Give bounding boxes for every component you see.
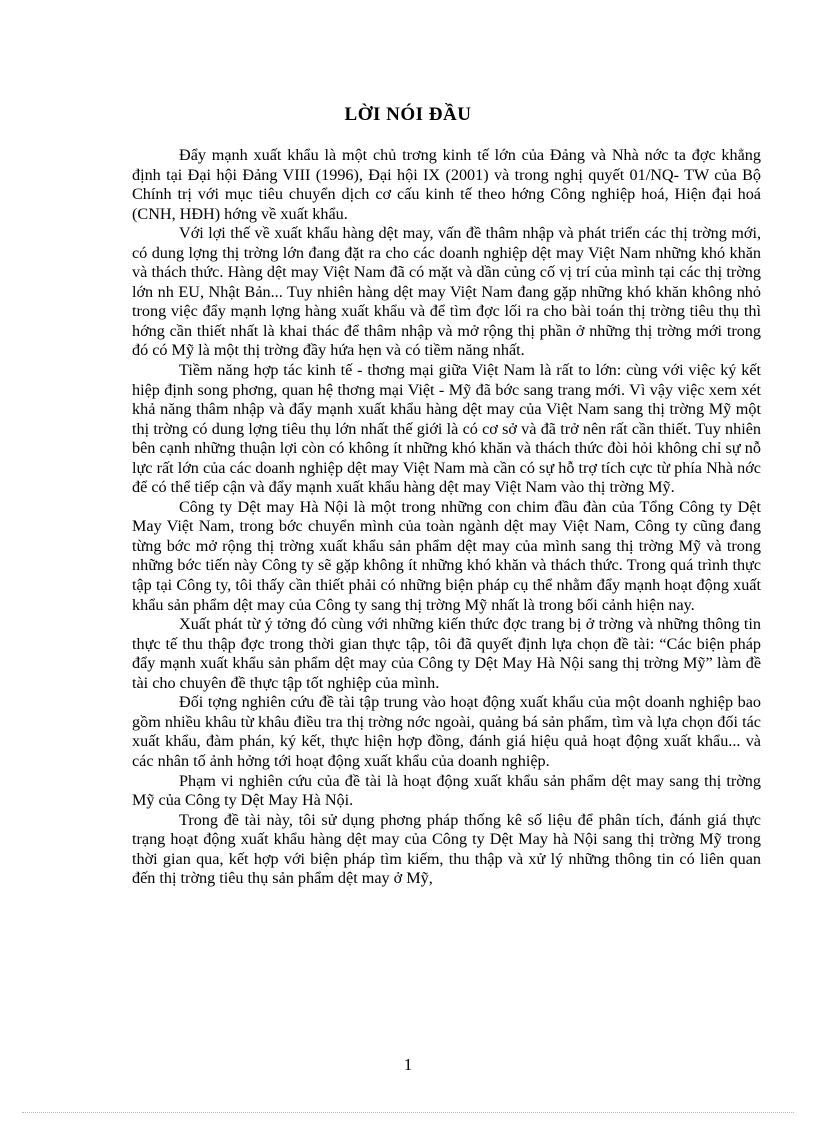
document-body — [132, 146, 761, 889]
paragraph-1: Đẩy mạnh xuất khẩu là một chủ trơng kinh tế lớn của Đảng và Nhà nớc ta đợc khẳng định tại Đại hội Đảng VIII (1996), Đại hội IX (2001) và trong nghị quyết 01/NQ- TW của Bộ Chính trị với mục tiêu chuyển dịch cơ cấu kinh tế theo hớng Công nghiệp hoá, Hiện đại hoá (CNH, HĐH) hớng về xuất khẩu. — [132, 146, 761, 223]
paragraph-6: Đối tợng nghiên cứu đề tài tập trung vào hoạt động xuất khẩu của một doanh nghiệp bao gồm nhiều khâu từ khâu điều tra thị trờng nớc ngoài, quảng bá sản phẩm, tìm và lựa chọn đối tác xuất khẩu, đàm phán, ký kết, thực hiện hợp đồng, đánh giá hiệu quả hoạt động xuất khẩu... và các nhân tố ảnh hởng tới hoạt động xuất khẩu của doanh nghiệp. — [132, 693, 761, 770]
paragraph-2: Với lợi thế về xuất khẩu hàng dệt may, vấn đề thâm nhập và phát triển các thị trờng mới, có dung lợng thị trờng lớn đang đặt ra cho các doanh nghiệp dệt may Việt Nam những khó khăn và thách thức. Hàng dệt may Việt Nam đã có mặt và dần củng cố vị trí của mình tại các thị trờng lớn nh EU, Nhật Bản... Tuy nhiên hàng dệt may Việt Nam đang gặp những khó khăn không nhỏ trong việc đẩy mạnh lợng hàng xuất khẩu và để tìm đợc lối ra cho bài toán thị trờng tiêu thụ thì hớng cần thiết nhất là khai thác để thâm nhập và mở rộng thị phần ở những thị trờng mới trong đó có Mỹ là một thị trờng đầy hứa hẹn và có tiềm năng nhất. — [132, 224, 761, 360]
paragraph-4: Công ty Dệt may Hà Nội là một trong những con chim đầu đàn của Tổng Công ty Dệt May Việt Nam, trong bớc chuyển mình của toàn ngành dệt may Việt Nam, Công ty cũng đang từng bớc mở rộng thị trờng xuất khẩu sản phẩm dệt may của mình sang thị trờng Mỹ và trong những bớc tiến này Công ty sẽ gặp không ít những khó khăn và thách thức. Trong quá trình thực tập tại Công ty, tôi thấy cần thiết phải có những biện pháp cụ thể nhằm đẩy mạnh hoạt động xuất khẩu sản phẩm dệt may của Công ty sang thị trờng Mỹ nhất là trong bối cảnh hiện nay. — [132, 497, 761, 614]
paragraph-8: Trong đề tài này, tôi sử dụng phơng pháp thống kê số liệu để phân tích, đánh giá thực trạng hoạt động xuất khẩu hàng dệt may của Công ty Dệt May hà Nội sang thị trờng Mỹ trong thời gian qua, kết hợp với biện pháp tìm kiếm, thu thập và xử lý những thông tin có liên quan đến thị trờng tiêu thụ sản phẩm dệt may ở Mỹ, — [132, 810, 761, 888]
document-title: LỜI NÓI ĐẦU — [344, 104, 472, 125]
footer-divider — [22, 1112, 794, 1113]
paragraph-3: Tiềm năng hợp tác kinh tế - thơng mại giữa Việt Nam là rất to lớn: cùng với việc ký kết hiệp định song phơng, quan hệ thơng mại Việt - Mỹ đã bớc sang trang mới. Vì vậy việc xem xét khả năng thâm nhập và đẩy mạnh xuất khẩu hàng dệt may của Việt Nam sang thị trờng Mỹ một thị trờng có dung lợng tiêu thụ lớn nhất thế giới là có cơ sở và đã trở nên rất cần thiết. Tuy nhiên bên cạnh những thuận lợi còn có không ít những khó khăn và thách thức đòi hỏi không chỉ sự nỗ lực rất lớn của các doanh nghiệp dệt may Việt Nam mà cần có sự hỗ trợ tích cực từ phía Nhà nớc để có thể tiếp cận và đẩy mạnh xuất khẩu hàng dệt may Việt Nam vào thị trờng Mỹ. — [132, 361, 761, 497]
paragraph-7: Phạm vi nghiên cứu của đề tài là hoạt động xuất khẩu sản phẩm dệt may sang thị trờng Mỹ của Công ty Dệt May Hà Nội. — [132, 771, 761, 810]
page-number: 1 — [403, 1055, 413, 1074]
paragraph-5: Xuất phát từ ý tởng đó cùng với những kiến thức đợc trang bị ở trờng và những thông tin thực tế thu thập đợc trong thời gian thực tập, tôi đã quyết định lựa chọn đề tài: “Các biện pháp đẩy mạnh xuất khẩu sản phẩm dệt may của Công ty Dệt May Hà Nội sang thị trờng Mỹ” làm đề tài cho chuyên đề thực tập tốt nghiệp của mình. — [132, 615, 761, 692]
